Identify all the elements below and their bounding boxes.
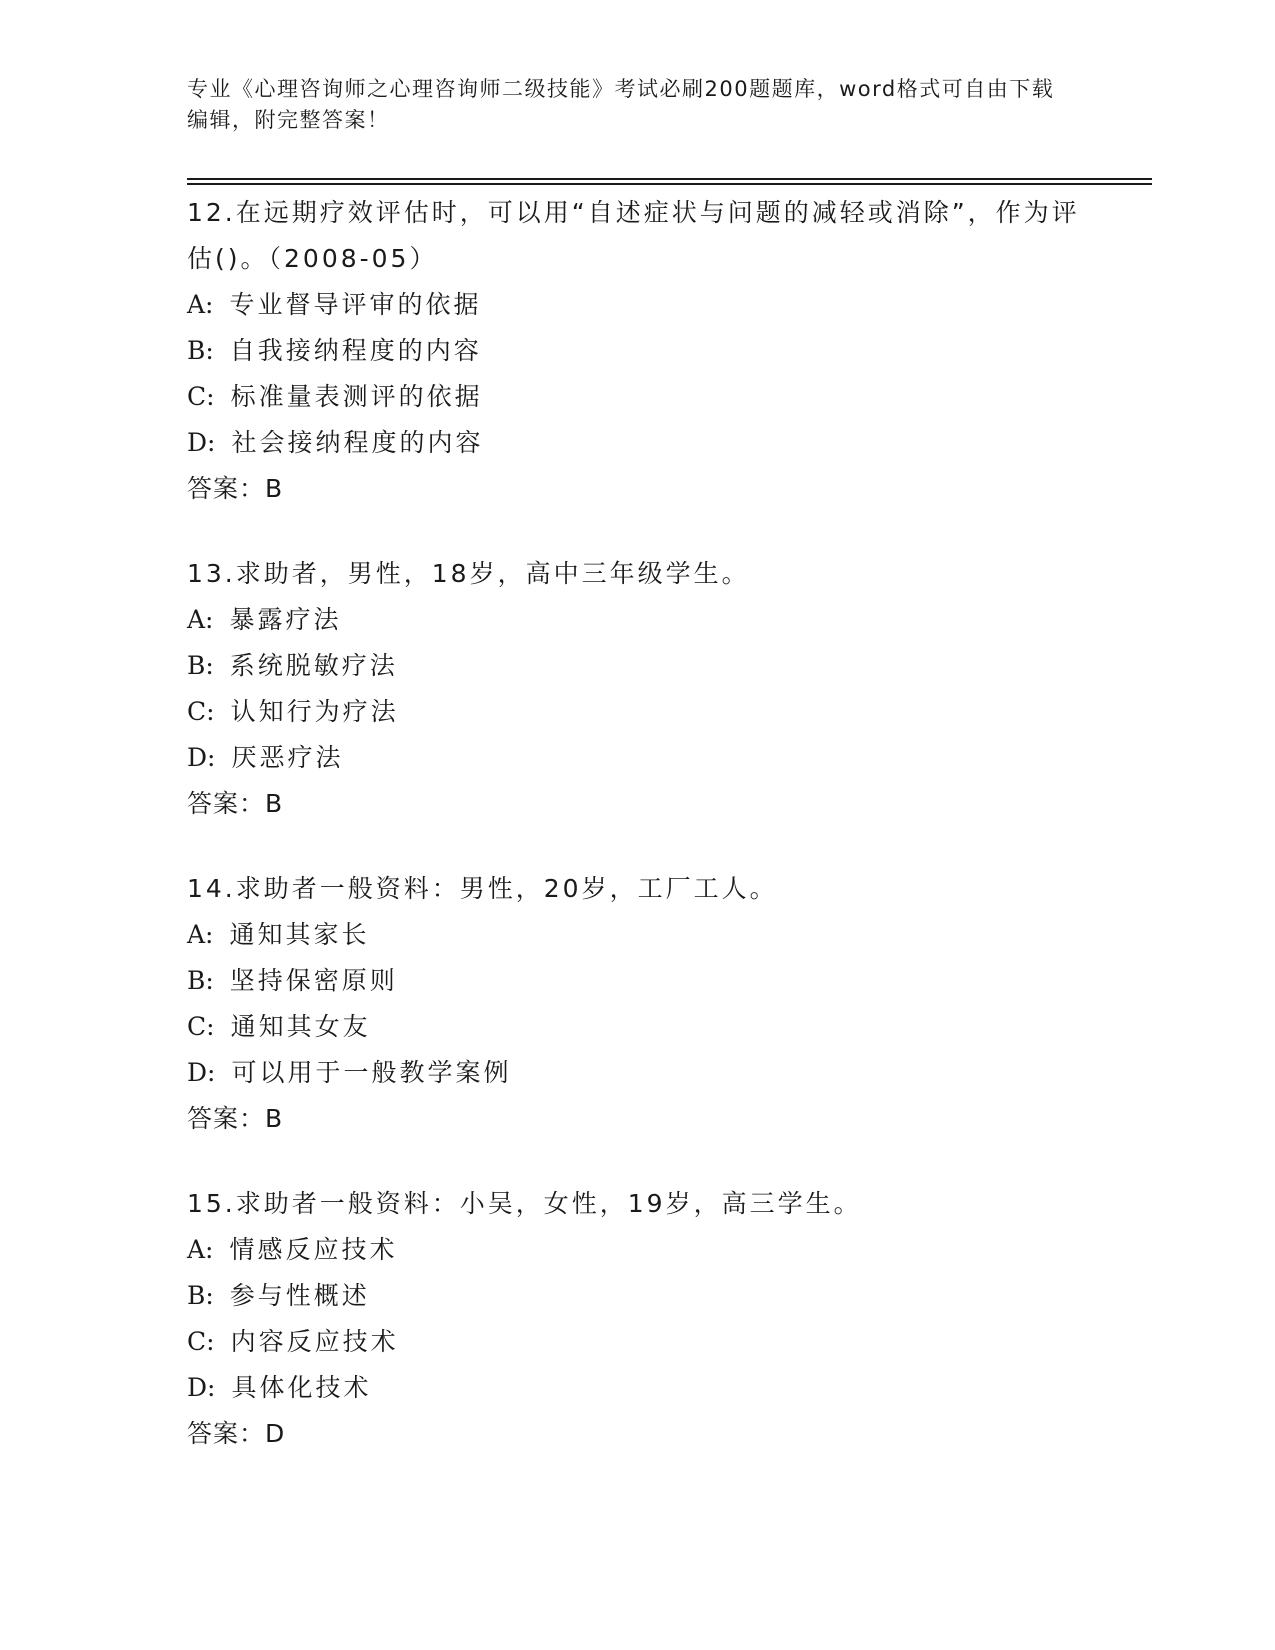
- option-letter: D:: [187, 1373, 216, 1402]
- option-letter: B:: [187, 336, 214, 365]
- option-d: [187, 420, 1087, 466]
- option-a: [187, 282, 1087, 328]
- option-text: 标准量表测评的依据: [230, 382, 483, 411]
- question-stem: 12.在远期疗效评估时，可以用“自述症状与问题的减轻或消除”，作为评估()。（2008-05）: [187, 198, 1080, 273]
- option-letter: C:: [187, 382, 215, 411]
- option-text: 情感反应技术: [229, 1235, 398, 1264]
- option-text: 认知行为疗法: [230, 697, 399, 726]
- option-text: 专业督导评审的依据: [229, 290, 482, 319]
- option-letter: B:: [187, 651, 214, 680]
- answer-line: 答案：B: [187, 474, 284, 503]
- option-letter: C:: [187, 697, 215, 726]
- option-text: 通知其家长: [229, 920, 370, 949]
- option-letter: A:: [187, 290, 214, 319]
- option-text: 坚持保密原则: [229, 966, 398, 995]
- option-a: [187, 597, 1087, 643]
- option-text: 具体化技术: [231, 1373, 372, 1402]
- option-text: 社会接纳程度的内容: [231, 428, 484, 457]
- document-header: [187, 74, 1067, 136]
- question-stem: 13.求助者，男性，18岁，高中三年级学生。: [187, 559, 750, 588]
- option-text: 参与性概述: [229, 1281, 370, 1310]
- option-c: [187, 1319, 1087, 1365]
- option-b: [187, 958, 1087, 1004]
- header-text: 专业《心理咨询师之心理咨询师二级技能》考试必刷200题题库，word格式可自由下载编辑，附完整答案！: [187, 77, 1055, 132]
- option-b: [187, 643, 1087, 689]
- option-letter: B:: [187, 966, 214, 995]
- option-text: 自我接纳程度的内容: [229, 336, 482, 365]
- option-letter: B:: [187, 1281, 214, 1310]
- header-rule-bottom: [187, 183, 1152, 185]
- option-a: [187, 912, 1087, 958]
- option-text: 系统脱敏疗法: [229, 651, 398, 680]
- option-text: 通知其女友: [230, 1012, 371, 1041]
- question-15: [187, 1181, 1087, 1457]
- option-letter: C:: [187, 1327, 215, 1356]
- option-text: 暴露疗法: [229, 605, 342, 634]
- option-c: [187, 689, 1087, 735]
- answer-line: 答案：D: [187, 1419, 286, 1448]
- answer-line: 答案：B: [187, 789, 284, 818]
- option-text: 内容反应技术: [230, 1327, 399, 1356]
- option-c: [187, 1004, 1087, 1050]
- option-letter: A:: [187, 920, 214, 949]
- option-text: 厌恶疗法: [231, 743, 344, 772]
- question-stem: 15.求助者一般资料：小吴，女性，19岁，高三学生。: [187, 1189, 862, 1218]
- option-letter: D:: [187, 1058, 216, 1087]
- question-12: [187, 190, 1087, 512]
- option-d: [187, 735, 1087, 781]
- option-letter: A:: [187, 605, 214, 634]
- question-list: [187, 190, 1087, 1496]
- option-a: [187, 1227, 1087, 1273]
- option-text: 可以用于一般教学案例: [231, 1058, 512, 1087]
- option-d: [187, 1050, 1087, 1096]
- question-14: [187, 866, 1087, 1142]
- option-letter: D:: [187, 428, 216, 457]
- question-stem: 14.求助者一般资料：男性，20岁，工厂工人。: [187, 874, 778, 903]
- option-letter: D:: [187, 743, 216, 772]
- header-rule-top: [187, 178, 1152, 180]
- option-b: [187, 328, 1087, 374]
- option-letter: C:: [187, 1012, 215, 1041]
- option-c: [187, 374, 1087, 420]
- answer-line: 答案：B: [187, 1104, 284, 1133]
- option-letter: A:: [187, 1235, 214, 1264]
- question-13: [187, 551, 1087, 827]
- option-b: [187, 1273, 1087, 1319]
- option-d: [187, 1365, 1087, 1411]
